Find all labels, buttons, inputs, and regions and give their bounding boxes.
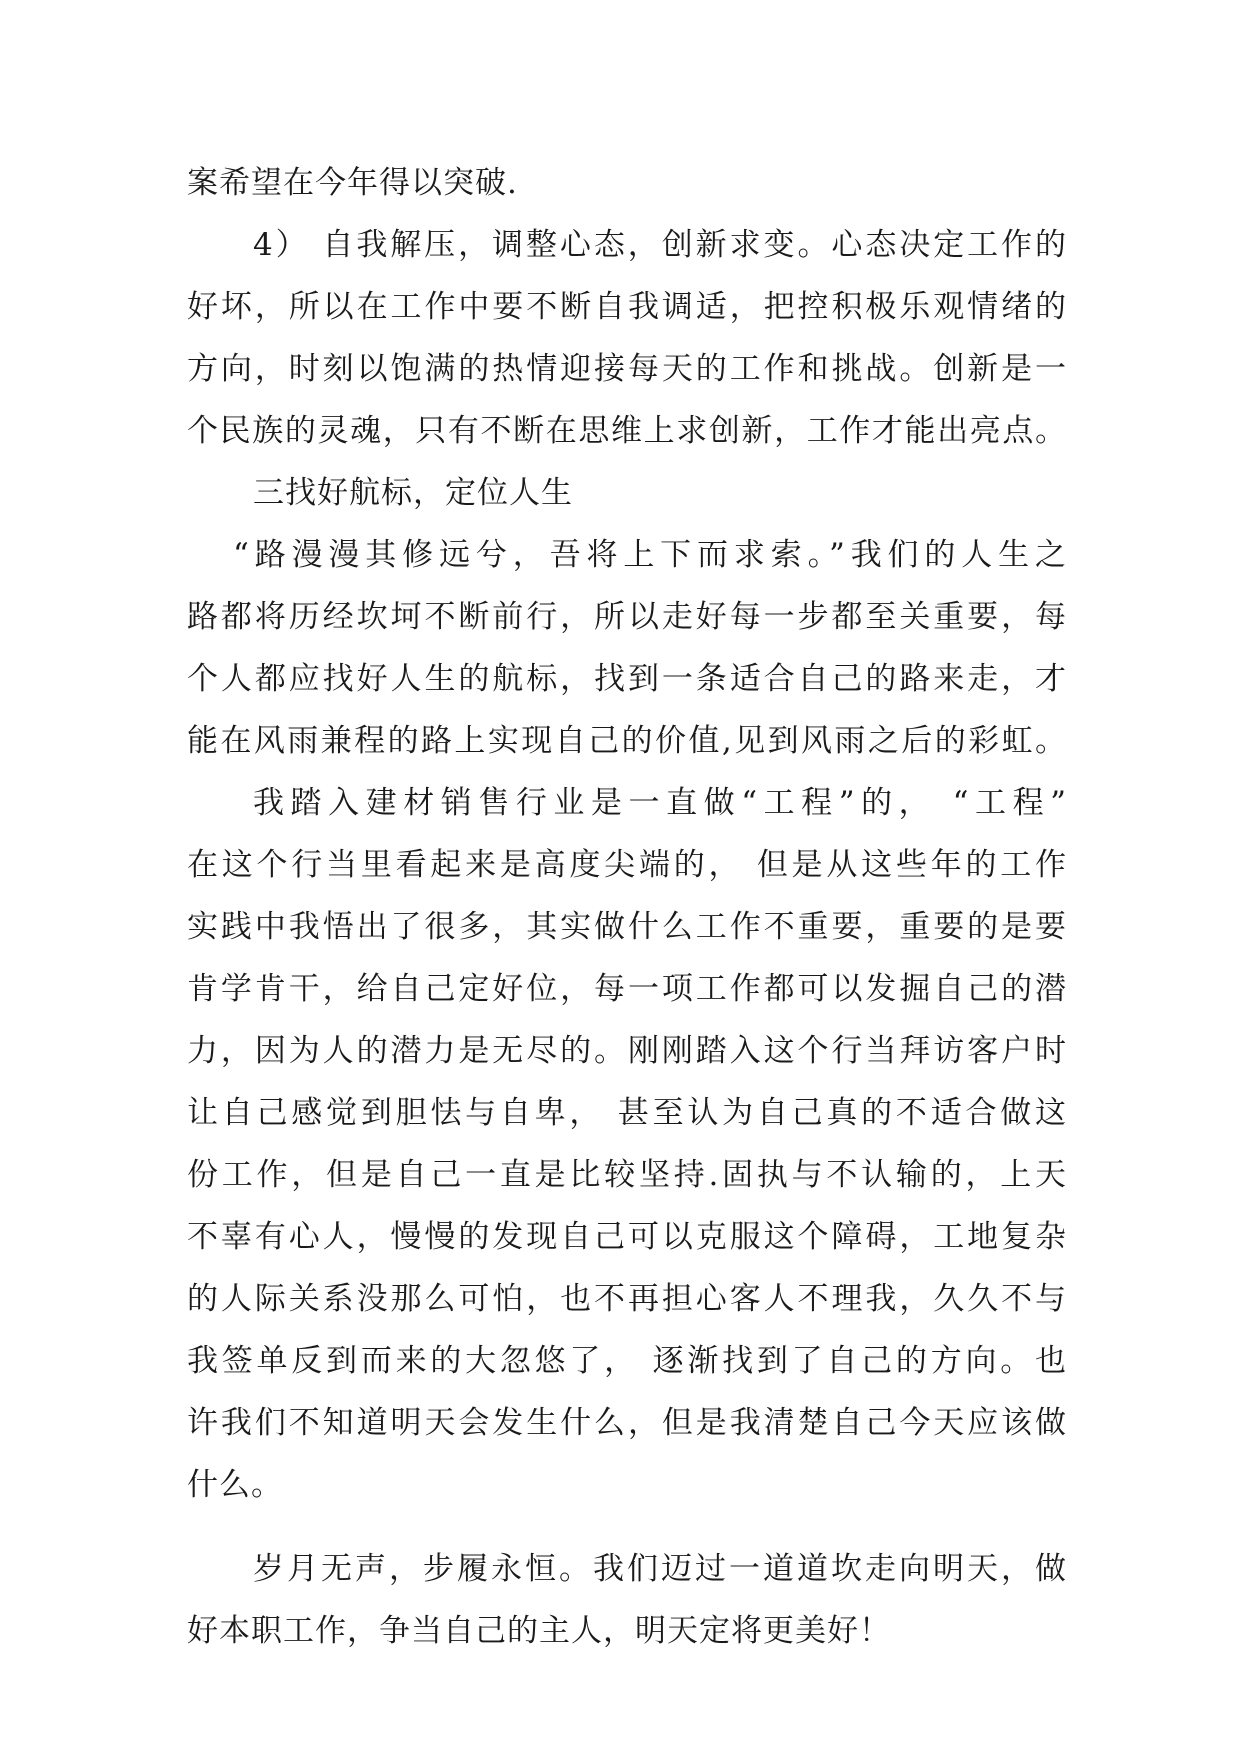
text-line: 个民族的灵魂，只有不断在思维上求创新，工作才能出亮点。 (187, 413, 1067, 449)
text-line: 岁月无声，步履永恒。我们迈过一道道坎走向明天，做 (253, 1551, 1067, 1587)
text-line: 我签单反到而来的大忽悠了， 逐渐找到了自己的方向。也 (187, 1343, 1067, 1379)
text-line: 我踏入建材销售行业是一直做“工程”的， “工程” (253, 785, 1067, 821)
text-line: 不辜有心人，慢慢的发现自己可以克服这个障碍，工地复杂 (187, 1219, 1067, 1255)
paragraph-gap (187, 1516, 1067, 1538)
text-line: 实践中我悟出了很多，其实做什么工作不重要，重要的是要 (187, 909, 1067, 945)
text-line: 力，因为人的潜力是无尽的。刚刚踏入这个行当拜访客户时 (187, 1033, 1067, 1069)
text-line: 案希望在今年得以突破. (187, 165, 518, 201)
text-line: 4） 自我解压，调整心态，创新求变。心态决定工作的 (253, 227, 1067, 263)
document-body (187, 152, 1067, 1662)
text-line: 方向，时刻以饱满的热情迎接每天的工作和挑战。创新是一 (187, 351, 1067, 387)
text-line: 好坏，所以在工作中要不断自我调适，把控积极乐观情绪的 (187, 289, 1067, 325)
text-line: 路都将历经坎坷不断前行，所以走好每一步都至关重要，每 (187, 599, 1067, 635)
text-line: 什么。 (187, 1467, 283, 1503)
section-heading: 三找好航标，定位人生 (253, 475, 573, 511)
text-line: 好本职工作，争当自己的主人，明天定将更美好！ (187, 1613, 891, 1649)
text-line: 能在风雨兼程的路上实现自己的价值,见到风雨之后的彩虹。 (187, 723, 1067, 759)
text-line: 让自己感觉到胆怯与自卑， 甚至认为自己真的不适合做这 (187, 1095, 1067, 1131)
text-line: 许我们不知道明天会发生什么，但是我清楚自己今天应该做 (187, 1405, 1067, 1441)
text-line: 份工作，但是自己一直是比较坚持.固执与不认输的，上天 (187, 1157, 1067, 1193)
text-line: 在这个行当里看起来是高度尖端的， 但是从这些年的工作 (187, 847, 1067, 883)
text-line: “路漫漫其修远兮，吾将上下而求索。”我们的人生之 (233, 537, 1067, 573)
text-line: 肯学肯干，给自己定好位，每一项工作都可以发掘自己的潜 (187, 971, 1067, 1007)
text-line: 的人际关系没那么可怕，也不再担心客人不理我，久久不与 (187, 1281, 1067, 1317)
text-line: 个人都应找好人生的航标，找到一条适合自己的路来走，才 (187, 661, 1067, 697)
